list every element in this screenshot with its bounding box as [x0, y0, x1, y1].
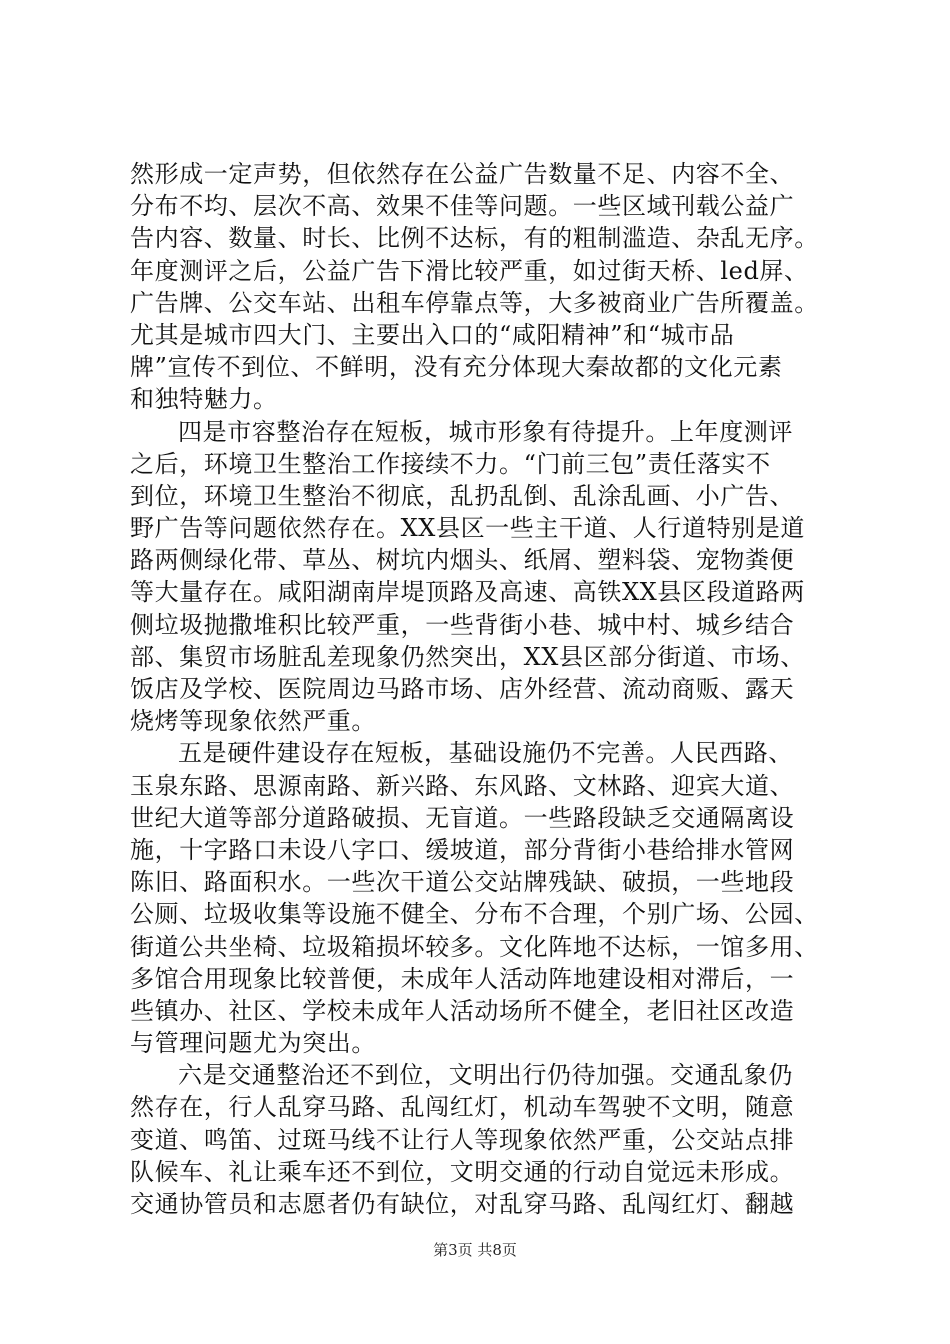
text-line: 广告牌、公交车站、出租车停靠点等，大多被商业广告所覆盖。 — [130, 288, 819, 317]
text-line: 然存在，行人乱穿马路、乱闯红灯，机动车驾驶不文明，随意 — [130, 1093, 795, 1122]
text-line: 部、集贸市场脏乱差现象仍然突出，XX县区部分街道、市场、 — [130, 642, 805, 671]
text-line: 公厕、垃圾收集等设施不健全、分布不合理，个别广场、公园、 — [130, 900, 819, 929]
text-line: 些镇办、社区、学校未成年人活动场所不健全，老旧社区改造 — [130, 996, 795, 1025]
text-line: 施，十字路口未设八字口、缓坡道，部分背街小巷给排水管网 — [130, 835, 795, 864]
text-line: 牌”宣传不到位、不鲜明，没有充分体现大秦故都的文化元素 — [130, 353, 783, 382]
text-line: 世纪大道等部分道路破损、无盲道。一些路段缺乏交通隔离设 — [130, 803, 795, 832]
text-line: 陈旧、路面积水。一些次干道公交站牌残缺、破损，一些地段 — [130, 868, 795, 897]
text-line: 侧垃圾抛撒堆积比较严重，一些背街小巷、城中村、城乡结合 — [130, 610, 795, 639]
text-line: 交通协管员和志愿者仍有缺位，对乱穿马路、乱闯红灯、翻越 — [130, 1190, 795, 1218]
text-line: 然形成一定声势，但依然存在公益广告数量不足、内容不全、 — [130, 160, 795, 188]
text-line: 告内容、数量、时长、比例不达标，有的粗制滥造、杂乱无序。 — [130, 224, 819, 253]
text-line: 等大量存在。咸阳湖南岸堤顶路及高速、高铁XX县区段道路两 — [130, 578, 805, 607]
text-line: 队候车、礼让乘车还不到位，文明交通的行动自觉远未形成。 — [130, 1157, 795, 1186]
text-line: 年度测评之后，公益广告下滑比较严重，如过街天桥、led屏、 — [130, 256, 809, 285]
text-line: 饭店及学校、医院周边马路市场、店外经营、流动商贩、露天 — [130, 675, 795, 703]
paragraph-start-line: 四是市容整治存在短板，城市形象有待提升。上年度测评 — [178, 417, 793, 446]
text-line: 与管理问题尤为突出。 — [130, 1029, 376, 1058]
text-line: 街道公共坐椅、垃圾箱损坏较多。文化阵地不达标，一馆多用、 — [130, 932, 819, 961]
text-line: 变道、鸣笛、过斑马线不让行人等现象依然严重，公交站点排 — [130, 1125, 795, 1154]
text-line: 烧烤等现象依然严重。 — [130, 707, 376, 736]
paragraph-start-line: 五是硬件建设存在短板，基础设施仍不完善。人民西路、 — [178, 739, 793, 768]
text-line: 尤其是城市四大门、主要出入口的“咸阳精神”和“城市品 — [130, 320, 735, 349]
paragraph-start-line: 六是交通整治还不到位，文明出行仍待加强。交通乱象仍 — [178, 1061, 793, 1090]
text-line: 和独特魅力。 — [130, 385, 278, 414]
text-line: 之后，环境卫生整治工作接续不力。“门前三包”责任落实不 — [130, 449, 771, 478]
text-line: 路两侧绿化带、草丛、树坑内烟头、纸屑、塑料袋、宠物粪便 — [130, 546, 795, 575]
text-line: 到位，环境卫生整治不彻底，乱扔乱倒、乱涂乱画、小广告、 — [130, 481, 795, 510]
text-line: 分布不均、层次不高、效果不佳等问题。一些区域刊载公益广 — [130, 192, 795, 221]
text-line: 玉泉东路、思源南路、新兴路、东风路、文林路、迎宾大道、 — [130, 771, 795, 800]
text-line: 多馆合用现象比较普便，未成年人活动阵地建设相对滞后，一 — [130, 964, 795, 993]
text-line: 野广告等问题依然存在。XX县区一些主干道、人行道特别是道 — [130, 514, 805, 543]
document-body — [130, 158, 850, 1220]
page-number-footer: 第3页 共8页 — [433, 1241, 517, 1259]
